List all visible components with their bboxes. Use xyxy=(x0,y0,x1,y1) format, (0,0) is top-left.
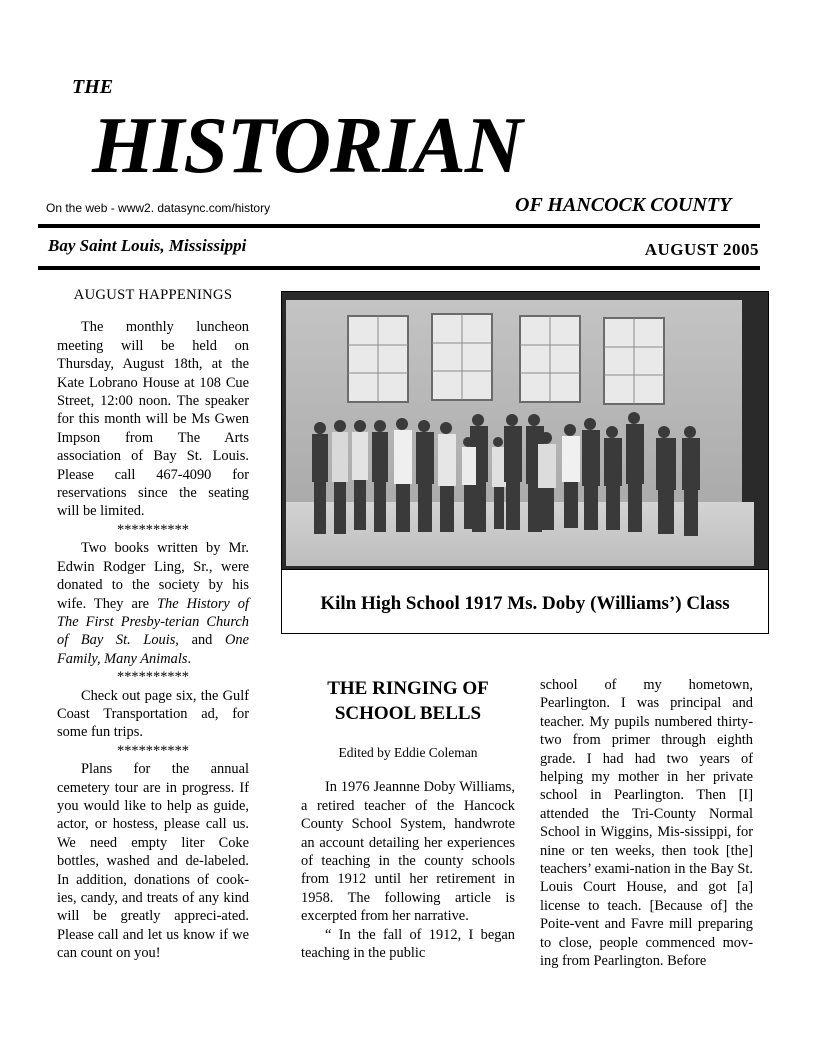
article-byline: Edited by Eddie Coleman xyxy=(338,745,478,760)
masthead-the: THE xyxy=(72,76,114,98)
cemetery-tour-paragraph: Plans for the annual cemetery tour are in progress. If you would like to help as guide, actor, or hostess, please call us. We need empty liter Coke bottles, washed and de-labeled. In addition, donations of cook-ies, candy, and treats of any kind will be greatly appreci-ated. Please call and let us know if we can count on you! xyxy=(57,761,249,962)
class-photo-frame xyxy=(281,291,769,634)
august-happenings-heading: AUGUST HAPPENINGS xyxy=(73,287,233,303)
article-column-1 xyxy=(301,676,515,962)
website-line: On the web - www2. datasync.com/history xyxy=(46,201,271,215)
books-text: Two books written by Mr. Edwin Rodger Ling, Sr., were donated to the society by his wife. They are xyxy=(57,540,249,612)
book-title-presbyterian: The History of The First Presby-terian Church of Bay St. Louis, xyxy=(57,595,249,649)
august-happenings-column xyxy=(57,286,249,963)
books-and: and xyxy=(178,632,226,649)
article-title-line1: THE RINGING OF xyxy=(327,678,489,699)
luncheon-paragraph: The monthly luncheon meeting will be held on Thursday, August 18th, at the Kate Lobrano House at 108 Cue Street, 12:00 noon. The speaker for this month will be Ms Gwen Impson from The Arts association of Bay St. Louis. Please call 467-4090 for reservations since the seating will be limited. xyxy=(57,319,249,520)
separator-stars: ********** xyxy=(117,521,189,538)
class-photo xyxy=(282,292,768,569)
masthead-county: OF HANCOCK COUNTY xyxy=(515,194,732,216)
header-rule-bottom xyxy=(38,266,760,270)
article-column-2 xyxy=(540,676,753,971)
article-intro-paragraph: In 1976 Jeannne Doby Williams, a retired teacher of the Hancock County School System, handwrote an account detailing her experiences of teaching in the county schools from 1912 until her retirement in 1958. The following article is excerpted from her narrative. xyxy=(301,779,515,925)
separator-stars: ********** xyxy=(117,669,189,686)
books-period: . xyxy=(187,650,192,667)
transportation-paragraph: Check out page six, the Gulf Coast Transportation ad, for some fun trips. xyxy=(57,687,249,741)
article-quote-start: “ In the fall of 1912, I began teaching in the public xyxy=(301,926,515,962)
separator-stars: ********** xyxy=(117,742,189,759)
photo-caption: Kiln High School 1917 Ms. Doby (Williams’) Class xyxy=(320,593,730,614)
masthead-title: HISTORIAN xyxy=(92,102,522,190)
article-title xyxy=(301,676,515,726)
book-title-animals: One Family, Many Animals xyxy=(57,632,249,667)
dateline-city: Bay Saint Louis, Mississippi xyxy=(48,236,247,255)
issue-date: AUGUST 2005 xyxy=(644,240,759,259)
books-paragraph xyxy=(57,539,249,668)
header-rule-top xyxy=(38,224,760,228)
caption-divider xyxy=(282,569,768,570)
article-title-line2: SCHOOL BELLS xyxy=(334,703,482,724)
article-continuation: school of my hometown, Pearlington. I was principal and teacher. My pupils numbered thirty-two from primer through eighth grade. I had had two years of helping my mother in her private school in Pearlington. Then [I] attended the Tri-County Normal School in Wiggins, Mis-sissippi, for nine or ten weeks, then took [the] teachers’ exami-nation in the Bay St. Louis Court House, and got [a] license to teach. [Because of] the Poite-vent and Favre mill preparing to close, people commenced mov-ing from Pearlington. Before xyxy=(540,677,753,970)
